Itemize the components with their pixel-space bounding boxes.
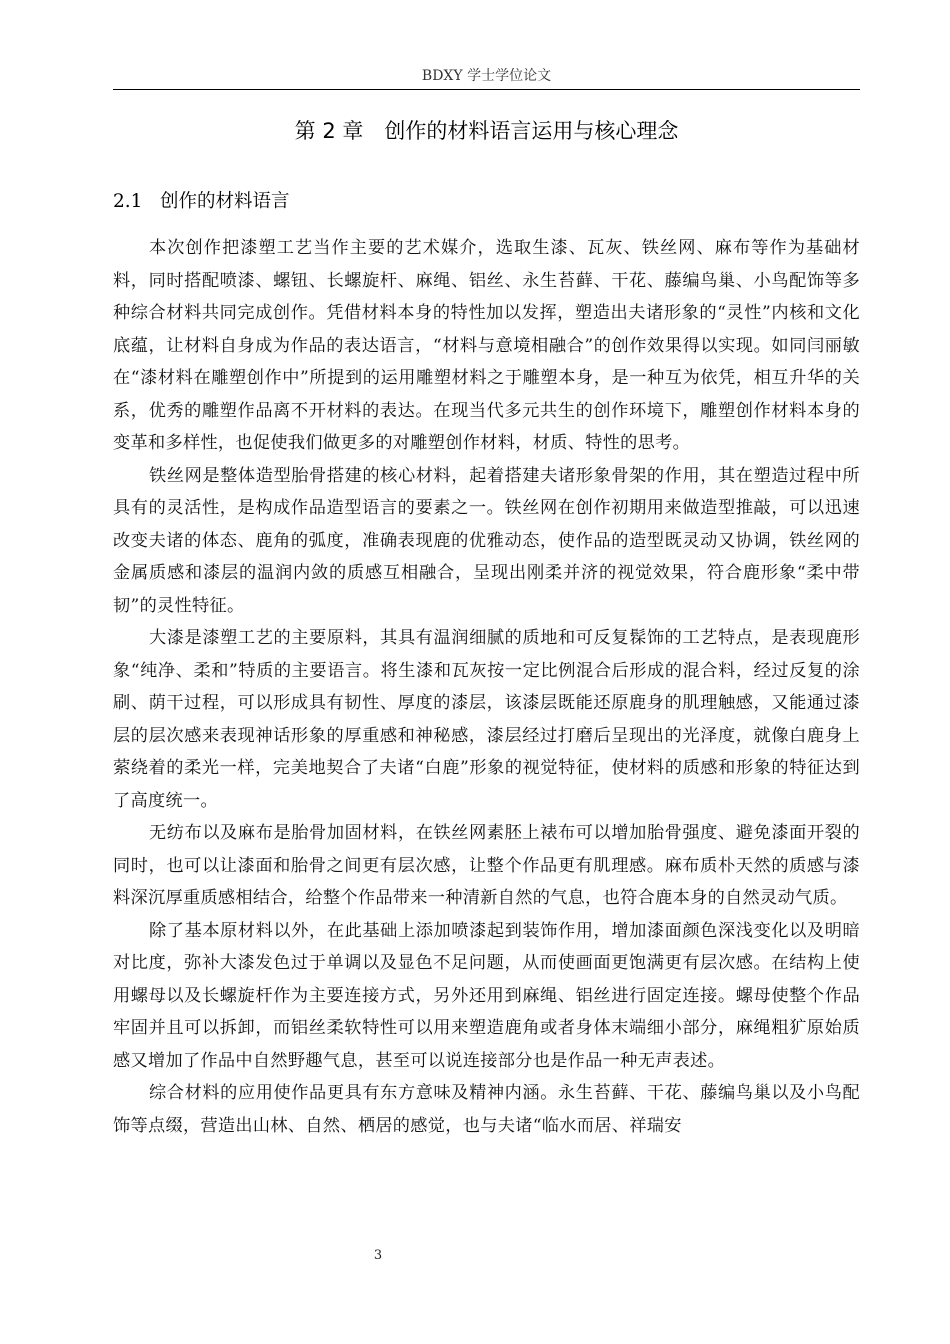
paragraph: 大漆是漆塑工艺的主要原料，其具有温润细腻的质地和可反复髹饰的工艺特点，是表现鹿形象“纯净、柔和”特质的主要语言。将生漆和瓦灰按一定比例混合后形成的混合料，经过反复的涂刷、荫干过程，可以形成具有韧性、厚度的漆层，该漆层既能还原鹿身的肌理触感，又能通过漆层的层次感来表现神话形象的厚重感和神秘感，漆层经过打磨后呈现出的光泽度，就像白鹿身上萦绕着的柔光一样，完美地契合了夫诸“白鹿”形象的视觉特征，使材料的质感和形象的特征达到了高度统一。 xyxy=(113,628,860,811)
page-number: 3 xyxy=(373,1248,383,1263)
running-header: BDXY 学士学位论文 xyxy=(421,68,552,84)
paragraph: 铁丝网是整体造型胎骨搭建的核心材料，起着搭建夫诸形象骨架的作用，其在塑造过程中所具有的灵活性，是构成作品造型语言的要素之一。铁丝网在创作初期用来做造型推敲，可以迅速改变夫诸的体态、鹿角的弧度，准确表现鹿的优雅动态，使作品的造型既灵动又协调，铁丝网的金属质感和漆层的温润内敛的质感互相融合，呈现出刚柔并济的视觉效果，符合鹿形象“柔中带韧”的灵性特征。 xyxy=(113,465,860,616)
section-title: 创作的材料语言 xyxy=(160,191,290,212)
body-text xyxy=(113,232,860,1142)
header-divider xyxy=(113,89,860,90)
section-heading xyxy=(113,189,290,215)
paragraph: 除了基本原材料以外，在此基础上添加喷漆起到装饰作用，增加漆面颜色深浅变化以及明暗对比度，弥补大漆发色过于单调以及显色不足问题，从而使画面更饱满更有层次感。在结构上使用螺母以及长螺旋杆作为主要连接方式，另外还用到麻绳、铝丝进行固定连接。螺母使整个作品牢固并且可以拆卸，而铝丝柔软特性可以用来塑造鹿角或者身体末端细小部分，麻绳粗犷原始质感又增加了作品中自然野趣气息，甚至可以说连接部分也是作品一种无声表述。 xyxy=(113,920,860,1071)
paragraph: 无纺布以及麻布是胎骨加固材料，在铁丝网素胚上裱布可以增加胎骨强度、避免漆面开裂的同时，也可以让漆面和胎骨之间更有层次感，让整个作品更有肌理感。麻布质朴天然的质感与漆料深沉厚重质感相结合，给整个作品带来一种清新自然的气息，也符合鹿本身的自然灵动气质。 xyxy=(113,823,860,908)
chapter-title: 第 2 章 创作的材料语言运用与核心理念 xyxy=(294,119,679,143)
paragraph: 综合材料的应用使作品更具有东方意味及精神内涵。永生苔藓、干花、藤编鸟巢以及小鸟配饰等点缀，营造出山林、自然、栖居的感觉，也与夫诸“临水而居、祥瑞安 xyxy=(113,1083,860,1136)
section-number: 2.1 xyxy=(113,191,143,212)
paragraph: 本次创作把漆塑工艺当作主要的艺术媒介，选取生漆、瓦灰、铁丝网、麻布等作为基础材料，同时搭配喷漆、螺钮、长螺旋杆、麻绳、铝丝、永生苔藓、干花、藤编鸟巢、小鸟配饰等多种综合材料共同完成创作。凭借材料本身的特性加以发挥，塑造出夫诸形象的“灵性”内核和文化底蕴，让材料自身成为作品的表达语言，“材料与意境相融合”的创作效果得以实现。如同闫丽敏在“漆材料在雕塑创作中”所提到的运用雕塑材料之于雕塑本身，是一种互为依凭，相互升华的关系，优秀的雕塑作品离不开材料的表达。在现当代多元共生的创作环境下，雕塑创作材料本身的变革和多样性，也促使我们做更多的对雕塑创作材料，材质、特性的思考。 xyxy=(113,238,860,453)
